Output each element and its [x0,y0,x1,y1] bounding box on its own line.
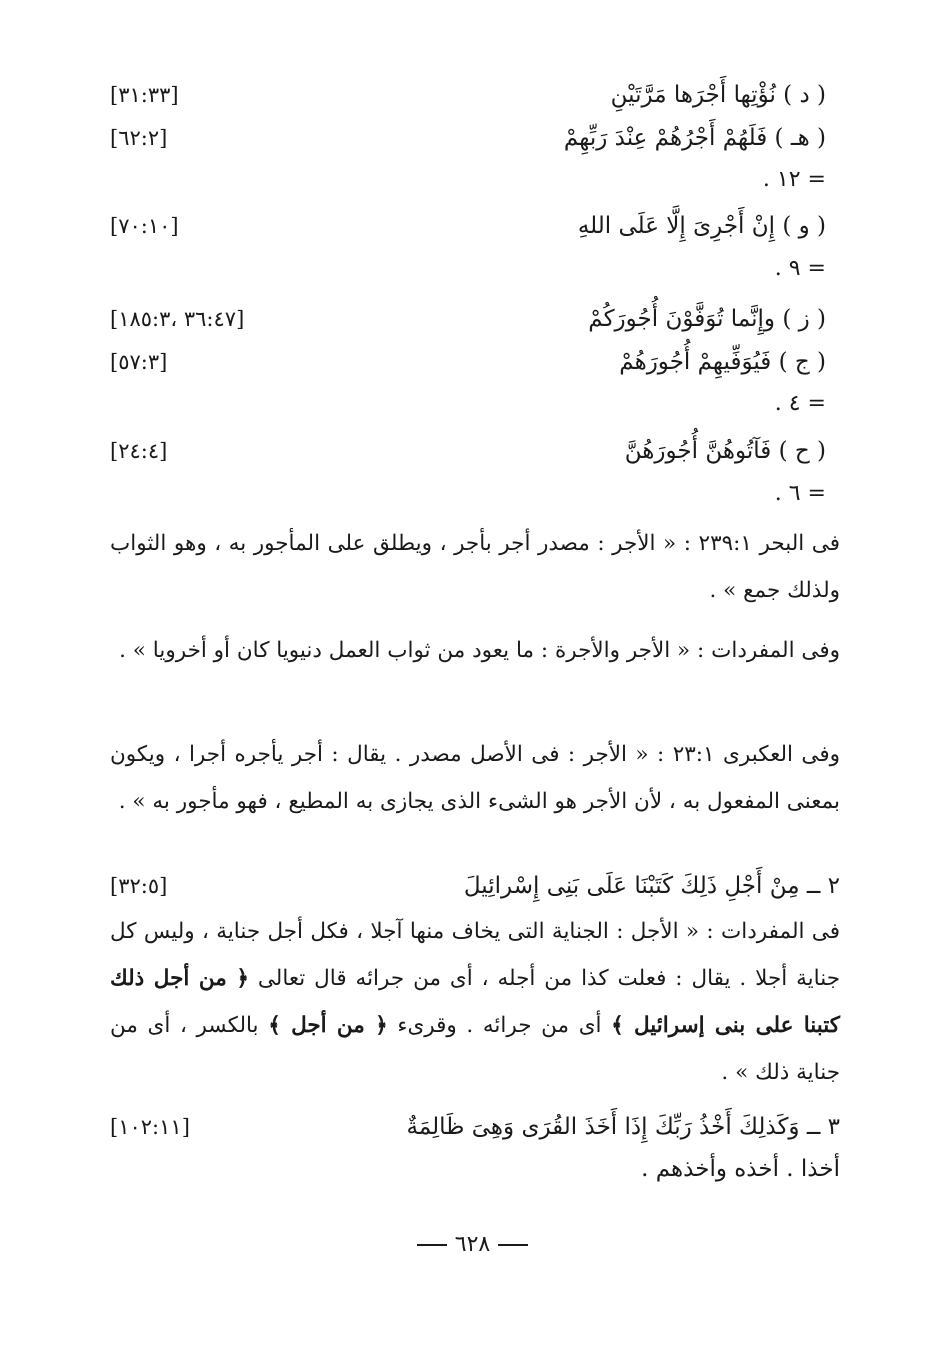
entry-text: ( ح ) فَآتُوهُنَّ أُجُورَهُنَّ [624,438,826,464]
footer-dash [498,1244,528,1246]
entry-line [110,342,840,382]
page-number: ٦٢٨ [454,1232,491,1257]
quranic-quote: ﴿ من أجل ﴾ [268,1013,388,1038]
verse-reference: [٧٠:١٠] [110,214,179,238]
ukbari-paragraph: وفى العكبرى ٢٣:١ : « الأجر : فى الأصل مصدر . يقال : أجر يأجره أجرا ، ويكون بمعنى المفعول به ، لأن الأجر هو الشىء الذى يجازى به المطيع ، فهو مأجور به » . [110,742,840,814]
verse-reference: [٥٧:٣] [110,350,168,374]
entry-line [110,431,840,471]
count-text: = ٩ . [774,256,826,281]
item-2-text-1: فى المفردات : « الأجل : الجناية التى يخاف منها آجلا ، فكل أجل جناية ، وليس كل جناية أجلا . يقال : فعلت كذا من أجله ، أى من جرائه قال تعالى [110,919,840,991]
item-2-text-3: بالكسر ، أى من جناية ذلك » . [110,1013,840,1085]
count-text: = ٤ . [774,391,826,416]
entry-text: ( هـ ) فَلَهُمْ أَجْرُهُمْ عِنْدَ رَبِّهِمْ [563,125,826,151]
verse-reference: [٣١:٣٣] [110,83,179,107]
entry-line [110,118,840,158]
verse-reference: [٣٦:٤٧ ،١٨٥:٣] [110,307,245,331]
item-2-text-2: أى من جرائه . وقرىء [397,1013,602,1038]
count-text: = ١٢ . [762,167,826,192]
item-2-paragraph [110,908,840,1096]
count-line [110,249,840,289]
quranic-quote: ﴿ من أجل ذلك كتبنا على بنى إسرائيل ﴾ [110,966,840,1038]
entry-text: ( د ) نُؤْتِها أَجْرَها مَرَّتَيْنِ [610,82,826,108]
page-footer [0,1232,945,1257]
item-3-text: أخذا . أخذه وأخذهم . [641,1156,840,1182]
count-line [110,384,840,424]
bahr-paragraph: فى البحر ٢٣٩:١ : « الأجر : مصدر أجر بأجر ، ويطلق على المأجور به ، وهو الثواب ولذلك جمع » . [110,531,840,603]
entry-line [110,299,840,339]
item-3-text-line [110,1149,840,1189]
count-line [110,160,840,200]
footer-dash [417,1244,447,1246]
count-text: = ٦ . [774,481,826,506]
entry-text: ( ج ) فَيُوَفِّيهِمْ أُجُورَهُمْ [619,349,826,375]
item-3-heading [110,1107,840,1147]
item-3-heading-text: ٣ ــ وَكَذلِكَ أَخْذُ رَبِّكَ إِذَا أَخَذَ القُرَى وَهِىَ ظَالِمَةٌ [406,1114,840,1140]
verse-reference: [٣٢:٥] [110,874,168,898]
item-2-heading-text: ٢ ــ مِنْ أَجْلِ ذَلِكَ كَتَبْنَا عَلَى بَنِى إِسْرائِيلَ [463,873,840,899]
verse-reference: [٢٤:٤] [110,439,168,463]
entry-line [110,206,840,246]
entry-text: ( ز ) وإِنَّما تُوَفَّوْنَ أُجُورَكُمْ [588,306,826,332]
count-line [110,474,840,514]
entry-line [110,75,840,115]
mufradat-paragraph: وفى المفردات : « الأجر والأجرة : ما يعود من ثواب العمل دنيويا كان أو أخرويا » . [119,638,840,663]
entry-text: ( و ) إِنْ أَجْرِىَ إِلَّا عَلَى اللهِ [577,213,826,239]
verse-reference: [٦٢:٢] [110,126,168,150]
item-2-heading [110,866,840,906]
verse-reference: [١٠٢:١١] [110,1115,190,1139]
